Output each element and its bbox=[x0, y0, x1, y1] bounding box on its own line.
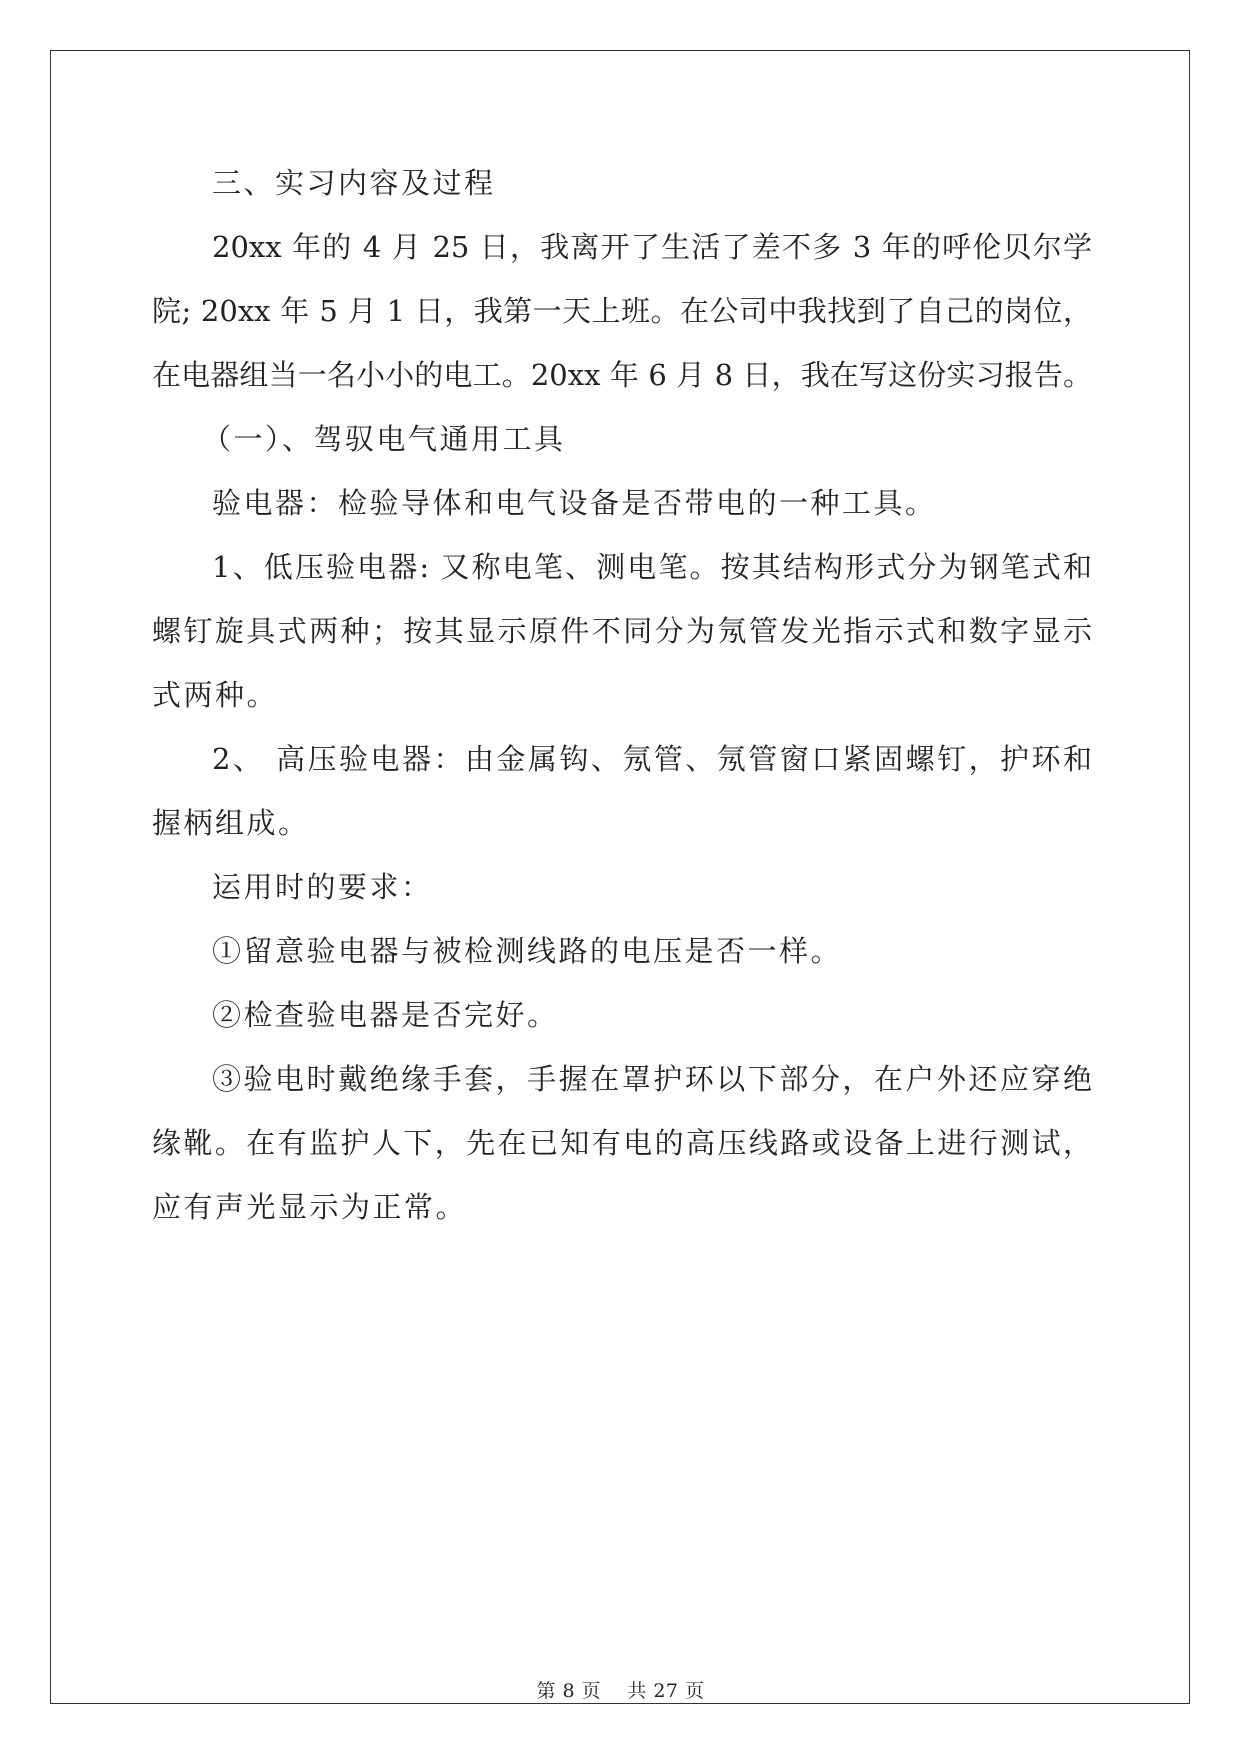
paragraph-line: 式两种。 bbox=[152, 678, 279, 712]
paragraph-line: 握柄组成。 bbox=[152, 806, 310, 840]
paragraph-line: 运用时的要求： bbox=[212, 870, 433, 904]
paragraph-line: 1、低压验电器: 又称电笔、测电笔。按其结构形式分为钢笔式和 bbox=[212, 550, 1092, 584]
section-heading: 三、实习内容及过程 bbox=[212, 166, 496, 200]
paragraph-line: 应有声光显示为正常。 bbox=[152, 1190, 468, 1224]
paragraph-line: 20xx 年的 4 月 25 日，我离开了生活了差不多 3 年的呼伦贝尔学 bbox=[212, 230, 1092, 264]
paragraph-line: 验电器：检验导体和电气设备是否带电的一种工具。 bbox=[212, 486, 937, 520]
page-number: 第 8 页 bbox=[536, 1680, 602, 1702]
list-item: ②检查验电器是否完好。 bbox=[212, 998, 559, 1032]
paragraph-line: 2、 高压验电器：由金属钩、氖管、氖管窗口紧固螺钉，护环和 bbox=[212, 742, 1092, 776]
paragraph-line: 缘靴。在有监护人下，先在已知有电的高压线路或设备上进行测试， bbox=[152, 1126, 1092, 1160]
list-item: ③验电时戴绝缘手套，手握在罩护环以下部分，在户外还应穿绝 bbox=[212, 1062, 1092, 1096]
page-footer bbox=[0, 1676, 1241, 1703]
subsection-heading: （一）、驾驭电气通用工具 bbox=[202, 422, 566, 456]
paragraph-line: 在电器组当一名小小的电工。20xx 年 6 月 8 日，我在写这份实习报告。 bbox=[152, 358, 1092, 392]
page-total: 共 27 页 bbox=[627, 1680, 705, 1702]
list-item: ①留意验电器与被检测线路的电压是否一样。 bbox=[212, 934, 843, 968]
paragraph-line: 院; 20xx 年 5 月 1 日，我第一天上班。在公司中我找到了自己的岗位， bbox=[152, 294, 1092, 328]
paragraph-line: 螺钉旋具式两种；按其显示原件不同分为氖管发光指示式和数字显示 bbox=[152, 614, 1092, 648]
